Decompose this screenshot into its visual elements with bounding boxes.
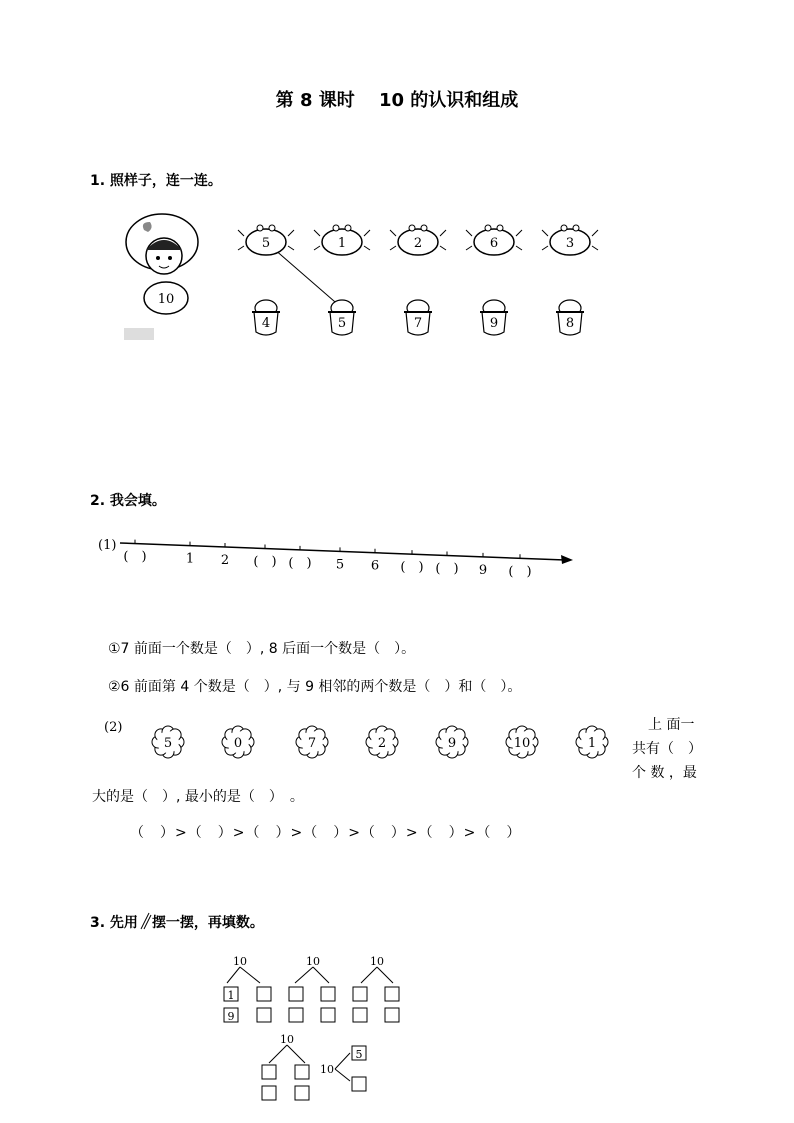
question-3-heading bbox=[90, 912, 264, 932]
side-text-3: 个 数 ，最 bbox=[632, 765, 697, 781]
number-line-label: ( ) bbox=[508, 564, 532, 580]
flower-4 bbox=[366, 726, 398, 758]
cup-number: 5 bbox=[337, 316, 347, 331]
flower-number: 9 bbox=[447, 736, 457, 751]
number-line-label: 5 bbox=[335, 557, 345, 573]
flower-5 bbox=[436, 726, 468, 758]
fill-line-3: 大的是（ ）, 最小的是（ ） 。 bbox=[92, 789, 304, 805]
crab-number: 6 bbox=[489, 236, 499, 251]
flower-1 bbox=[152, 726, 184, 758]
question-1-illustration bbox=[120, 200, 640, 350]
crab-3 bbox=[390, 225, 446, 255]
page-title: 第 8 课时 10 的认识和组成 bbox=[275, 90, 519, 111]
flower-number: 1 bbox=[587, 736, 597, 751]
stick-icon bbox=[138, 912, 152, 930]
number-line-label: ( ) bbox=[123, 549, 147, 565]
tree-3-top: 10 bbox=[370, 955, 384, 968]
question-3-heading-start: 3. 先用 bbox=[90, 915, 138, 931]
number-line-label: 9 bbox=[478, 562, 488, 578]
crab-number: 5 bbox=[261, 236, 271, 251]
crab-number: 2 bbox=[413, 236, 423, 251]
compare-row: （ ）>（ ）>（ ）>（ ）>（ ）>（ ）>（ ） bbox=[130, 825, 522, 841]
flower-number: 2 bbox=[377, 736, 387, 751]
number-line-label: 6 bbox=[370, 558, 380, 574]
box-five: 5 bbox=[355, 1048, 363, 1061]
cup-number: 9 bbox=[489, 316, 499, 331]
flower-6 bbox=[506, 726, 538, 758]
fill-line-1: ①7 前面一个数是（ ）, 8 后面一个数是（ ）。 bbox=[108, 641, 416, 657]
girl-number: 10 bbox=[157, 292, 175, 307]
flower-7 bbox=[576, 726, 608, 758]
box-one: 1 bbox=[227, 989, 235, 1002]
side-text-1: 上 面一 bbox=[648, 717, 695, 733]
flower-row bbox=[140, 720, 620, 770]
crab-1 bbox=[238, 225, 294, 255]
cup-2 bbox=[328, 300, 356, 335]
number-line-label: ( ) bbox=[400, 560, 424, 576]
girl-illustration bbox=[126, 214, 198, 314]
flower-2 bbox=[222, 726, 254, 758]
crab-2 bbox=[314, 225, 370, 255]
cup-5 bbox=[556, 300, 584, 335]
crab-number: 3 bbox=[565, 236, 575, 251]
number-line-label: 1 bbox=[185, 551, 195, 567]
number-line-label: ( ) bbox=[288, 555, 312, 571]
decomposition-trees bbox=[215, 955, 415, 1105]
part-2-label: (2) bbox=[104, 720, 123, 735]
tree-5-top: 10 bbox=[320, 1063, 334, 1076]
number-line-label: ( ) bbox=[435, 561, 459, 577]
question-1-heading: 1. 照样子，连一连。 bbox=[90, 173, 222, 189]
flower-number: 10 bbox=[513, 736, 531, 751]
flower-number: 5 bbox=[163, 736, 173, 751]
box-nine: 9 bbox=[227, 1010, 235, 1023]
cup-number: 7 bbox=[413, 316, 423, 331]
part-1-label: (1) bbox=[98, 538, 117, 553]
fill-line-2: ②6 前面第 4 个数是（ ）, 与 9 相邻的两个数是（ ）和（ ）。 bbox=[108, 679, 522, 695]
cup-number: 8 bbox=[565, 316, 575, 331]
tree-2-top: 10 bbox=[306, 955, 320, 968]
cup-3 bbox=[404, 300, 432, 335]
tree-1-top: 10 bbox=[233, 955, 247, 968]
cup-number: 4 bbox=[261, 316, 271, 331]
crab-4 bbox=[466, 225, 522, 255]
flower-3 bbox=[296, 726, 328, 758]
tree-4-top: 10 bbox=[280, 1033, 294, 1046]
cup-1 bbox=[252, 300, 280, 335]
side-text-2: 共有（ ） bbox=[632, 741, 702, 757]
crab-5 bbox=[542, 225, 598, 255]
crab-number: 1 bbox=[337, 236, 347, 251]
question-2-heading: 2. 我会填。 bbox=[90, 493, 166, 509]
flower-number: 0 bbox=[233, 736, 243, 751]
number-line-label: 2 bbox=[220, 553, 230, 569]
number-line-label: ( ) bbox=[253, 554, 277, 570]
cup-4 bbox=[480, 300, 508, 335]
number-line bbox=[115, 535, 585, 585]
question-3-heading-end: 摆一摆，再填数。 bbox=[151, 915, 264, 931]
flower-number: 7 bbox=[307, 736, 317, 751]
